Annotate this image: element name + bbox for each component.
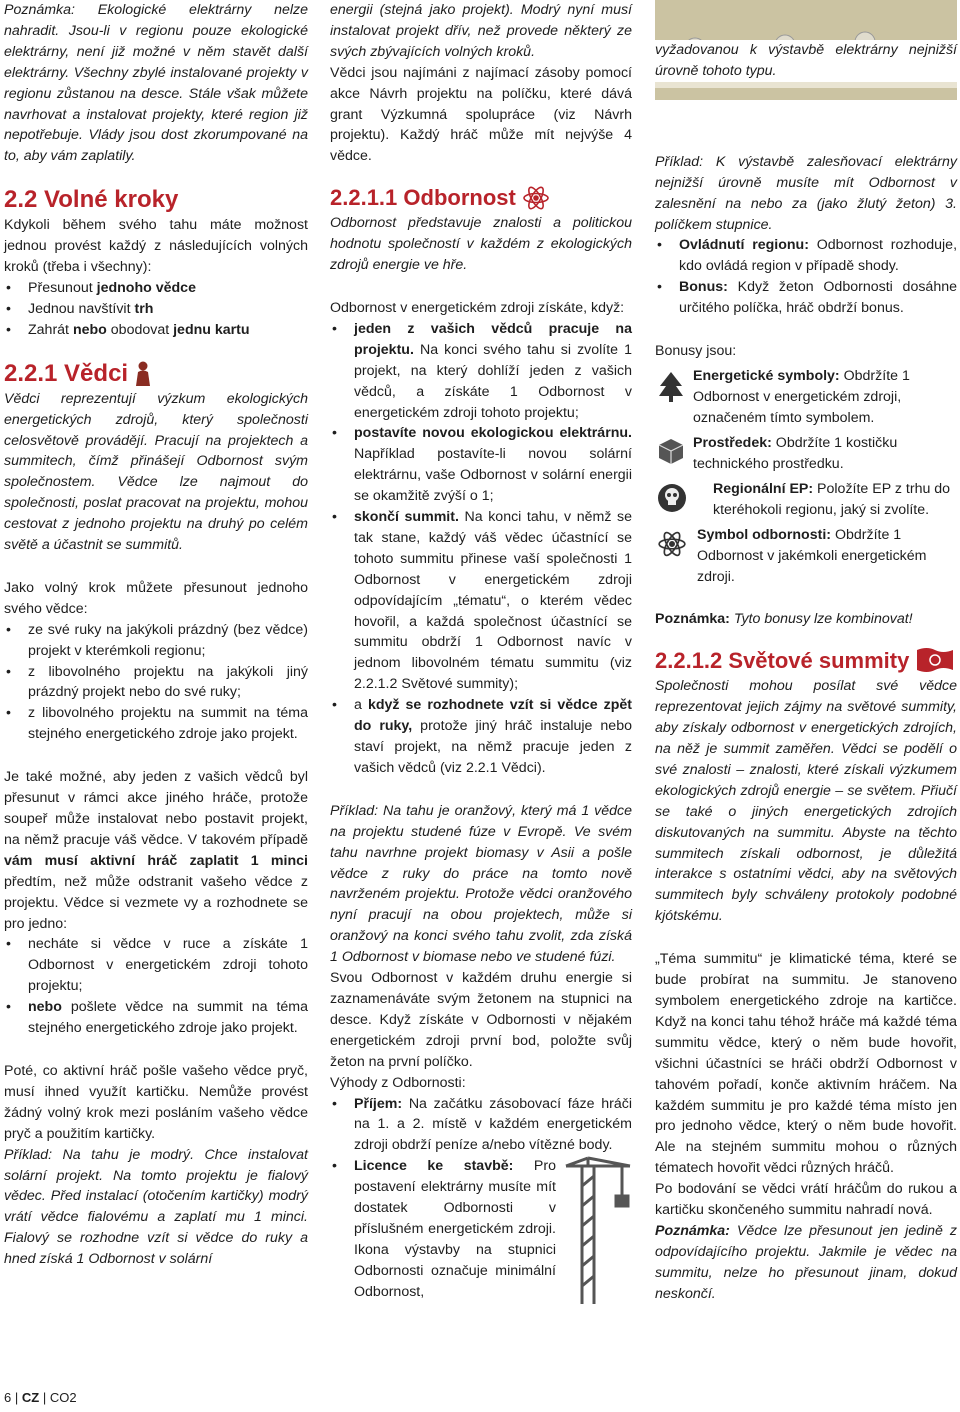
advantages-heading: Výhody z Odbornosti:	[330, 1074, 466, 1091]
skull-hazard-icon	[657, 483, 687, 513]
gain-expertise-text: Odbornost v energetickém zdroji získáte, když:	[330, 299, 625, 316]
expertise-intro: Odbornost představuje znalosti a politickou hodnotu společností v každém z ekologických zdrojů energie ve hře.	[330, 215, 632, 274]
summit-theme-text: „Téma summitu“ je klimatické téma, které se bude probírat na summitu. Je stanoveno symbolem energetického zdroje na kartičce. Když na konci tahu téhož hráče má každé téma summitu vědce, který o něm bude hovořit, všichni účastníci se hráči obdrží Odbornost v tahovém pořadí, konče aktivním hráčem. Na každém summitu je pro každé téma místo jen pro jednoho vědce, který o něm bude hovořit. Ale na stejném summitu mohou o různých tématech hovořit vědci různých hráčů.	[655, 951, 957, 1177]
list-item: • nebo pošlete vědce na summit na téma stejného energetického zdroje jako projekt.	[4, 997, 308, 1039]
after-scoring-text: Po bodování se vědci vrátí hráčům do rukou a kartičku skončeného summitu nahradí nová.	[655, 1181, 957, 1219]
scientist-meeple-icon	[134, 361, 152, 387]
gain-list	[330, 319, 632, 779]
section-heading-2-2-1-1: 2.2.1.1 Odbornost	[330, 183, 632, 213]
list-item: • z libovolného projektu na summit na téma stejného energetického zdroje jako projekt.	[4, 703, 308, 745]
list-item: • Zahrát nebo obodovat jednu kartu	[4, 320, 308, 341]
hire-text: Vědci jsou najímáni z najímací zásoby pomocí akce Návrh projektu na políčku, které dává grant Výzkumná spolupráce (viz Návrh projektu). Každý hráč může mít nejvýše 4 vědce.	[330, 64, 632, 165]
summits-intro: Společnosti mohou posílat své vědce reprezentovat jejich zájmy na světové summity, aby získaly odbornost v energetických zdrojích, na něž je summit zaměřen. Vědci se podělí o své znalosti – znalosti, které získali výzkumem ekologických zdrojů energie – se světem. Přiučí se také o jiných energetických zdrojích diskutovaných na summitu. Abyste na těchto summitech získali odbornost, je důležitá interakce s ostatními vědci, aby na světových summitech byly schváleny protokoly podobné kjótskému.	[655, 678, 957, 925]
example-continued: energii (stejná jako projekt). Modrý nyní musí instalovat projekt dřív, než provede některý ze svých zbývajících volných kroků.	[330, 2, 632, 60]
list-item: • skončí summit. Na konci tahu, v němž se tak stane, každý váš vědec účastnící se tohoto summitu přinese vaší společnosti 1 Odbornost v energetickém zdroji odpovídajícím „tématu“, o kterém vědec hovořil, a každá společnost účastnící se summitu obdrží 1 Odbornost navíc v jednom libovolném tématu summitu (viz 2.2.1.2 Světové summity);	[330, 507, 632, 695]
free-steps-list	[4, 278, 308, 341]
bonus-item: Regionální EP: Položíte EP z trhu do kteréhokoli regionu, jaký si zvolíte.	[655, 479, 957, 521]
list-item: • ze své ruky na jakýkoli prázdný (bez vědce) projekt v kterémkoli regionu;	[4, 620, 308, 662]
resource-cube-icon	[657, 437, 685, 465]
list-item: • Přesunout jednoho vědce	[4, 278, 308, 299]
scientists-intro: Vědci reprezentují výzkum ekologických energetických zdrojů, který společnosti celosvětově provádějí. Pracují na projektech a summitech, čímž přinášejí Odbornost svým společnostem. Vědce lze najmout do společnosti, poslat pracovat na projektu, mohou cestovat z jednoho projektu na druhý po celém světě a účastnit se summitů.	[4, 390, 308, 554]
list-item: • postavíte novou ekologickou elektrárnu. Například postavíte-li novou solární elektrárnu, vaše Odbornost v solární energii se okamžitě zvýší o 1;	[330, 423, 632, 507]
other-player-text: Je také možné, aby jeden z vašich vědců byl přesunut v rámci akce jiného hráče, protože soupeř může instalovat nebo postavit projekt, na němž pracuje váš vědce. V takovém případě vám musí aktivní hráč zaplatit 1 minci předtím, než může odstranit vašeho vědce z projektu. Vědce si vezmete vy a rozhodnete se pro jedno:	[4, 769, 308, 932]
game-title: CO2	[49, 1390, 77, 1405]
intro-note: Poznámka: Ekologické elektrárny nelze nahradit. Jsou-li v regionu pouze ekologické elektrárny, není již možné v něm stavět další elektrárny. Všechny zbylé instalované projekty v regionu zůstanou na desce. Stále však můžete navrhovat a instalovat projekty, které region již nepotřebuje. Vlády jsou dost zkorumpované na to, aby vám zaplatily.	[4, 2, 308, 165]
note-text: Poznámka: Tyto bonusy lze kombinovat!	[655, 611, 913, 628]
bonus-item: Energetické symboly: Obdržíte 1 Odbornost v energetickém zdroji, označeném tímto symbolem.	[655, 366, 957, 429]
list-item: • z libovolného projektu na jakýkoli jiný prázdný projekt nebo do své ruky;	[4, 662, 308, 704]
bonus-item: Prostředek: Obdržíte 1 kostičku technického prostředku.	[655, 433, 957, 475]
atom-icon	[522, 184, 550, 212]
list-item: • Bonus: Když žeton Odbornosti dosáhne určitého políčka, hráč obdrží bonus.	[655, 277, 957, 319]
list-item: • a když se rozhodnete vzít si vědce zpět do ruky, protože jiný hráč instaluje nebo staví projekt, na němž pracuje jeden z vašich vědců (viz 2.2.1 Vědci).	[330, 695, 632, 779]
tree-energy-icon	[657, 370, 685, 402]
page-footer: 6 | CZ | CO2	[4, 1390, 77, 1405]
choice-list	[4, 934, 308, 1039]
example-text: Příklad: Na tahu je oranžový, který má 1 vědce na projektu studené fúze v Evropě. Ve svém tahu navrhne projekt biomasy v Asii a pošle vědce z ruky do práce na tomto nově navrženém projektu. Protože vědci oranžového nyní pracují na obou projektech, může si oranžový na konci svého tahu zvolit, zda získá 1 Odbornost v biomase nebo ve studené fúzi.	[330, 802, 632, 966]
list-item: • Ovládnutí regionu: Odbornost rozhoduje, kdo ovládá region v případě shody.	[655, 235, 957, 277]
bonus-heading: Bonusy jsou:	[655, 343, 737, 360]
benefits-list	[655, 235, 957, 319]
move-options-list	[4, 620, 308, 745]
section-heading-2-2-1-2: 2.2.1.2 Světové summity	[655, 646, 957, 676]
column-1	[4, 0, 308, 1270]
list-item: • Jednou navštívit trh	[4, 299, 308, 320]
list-item: • necháte si vědce v ruce a získáte 1 Odbornost v energetickém zdroji tohoto projektu;	[4, 934, 308, 997]
list-item: • Licence ke stavbě: Pro postavení elektrárny musíte mít dostatek Odbornosti v příslušném energetickém zdroji. Ikona výstavby na stupnici Odbornosti označuje minimální Odbornost,	[330, 1156, 632, 1302]
column-3	[655, 0, 957, 1305]
example-text: Příklad: Na tahu je modrý. Chce instalovat solární projekt. Na tomto projektu je fialový vědec. Před instalací (otočením kartičky) modrý vrátí vědce fialovému a zaplatí mu 1 minci. Fialový se rozhodne vzít si vědce do ruky a hned získá 1 Odbornost v solární	[4, 1146, 308, 1268]
bonus-item: Symbol odbornosti: Obdržíte 1 Odbornost v jakémkoli energetickém zdroji.	[655, 525, 957, 588]
page-number: 6	[4, 1390, 12, 1405]
section-heading-2-2-1: 2.2.1 Vědci	[4, 359, 308, 389]
advantages-list	[330, 1094, 632, 1303]
column-2	[330, 0, 632, 1306]
example-text: Příklad: K výstavbě zalesňovací elektrárny nejnižší úrovně musíte mít Odbornost v zalesnění na nebo za (jako žlutý žeton) 3. políčkem stupnice.	[655, 153, 957, 233]
section-heading-2-2: 2.2 Volné kroky	[4, 186, 179, 214]
track-text: Svou Odbornost v každém druhu energie si zaznamenáváte svým žetonem na stupnici na desce. Když získáte v Odbornosti v nějakém energetickém zdroji první bod, položte svůj žeton na první políčko.	[330, 970, 632, 1070]
continued-text: vyžadovanou k výstavbě elektrárny nejnižší úrovně tohoto typu.	[655, 40, 957, 82]
free-steps-text: Kdykoli během svého tahu máte možnost jednou provést každý z následujících volných kroků (třeba i všechny):	[4, 217, 308, 276]
list-item: • jeden z vašich vědců pracuje na projektu. Na konci svého tahu si zvolíte 1 projekt, na který dohlíží jeden z vašich vědců, a získáte 1 Odbornost v energetickém zdroji tohoto projektu;	[330, 319, 632, 424]
construction-crane-icon	[562, 1156, 632, 1306]
after-send-text: Poté, co aktivní hráč pošle vašeho vědce pryč, musí ihned využít kartičku. Nemůže provést žádný volný krok mezi posláním vašeho vědce pryč a použitím kartičky.	[4, 1062, 308, 1142]
note-text: Poznámka: Vědce lze přesunout jen jedině z odpovídajícího projektu. Jakmile je vědec na summitu, nelze ho přesunout jinam, dokud neskončí.	[655, 1222, 957, 1302]
summit-flag-icon	[915, 646, 955, 676]
language-code: CZ	[21, 1390, 40, 1405]
move-scientist-text: Jako volný krok můžete přesunout jednoho svého vědce:	[4, 579, 308, 617]
atom-icon	[657, 529, 687, 559]
list-item: • Příjem: Na začátku zásobovací fáze hráči na 1. a 2. místě v každém energetickém zdroji obdrží peníze a/nebo vítězné body.	[330, 1094, 632, 1157]
